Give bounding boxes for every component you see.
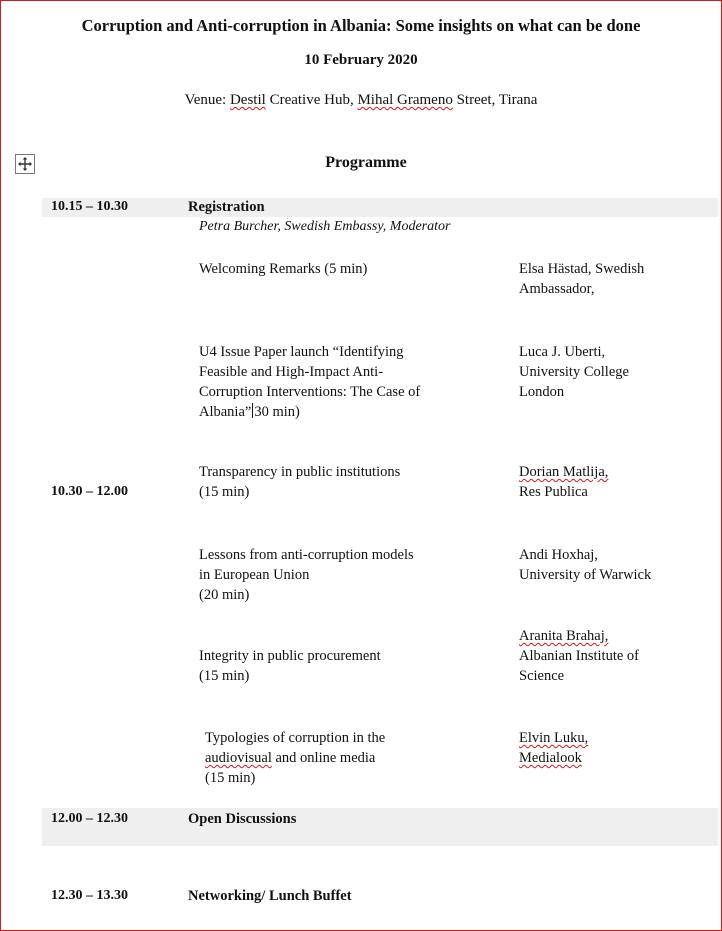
speaker-name-line: Elsa Hästad, Swedish [519,261,645,277]
speaker-matlija [519,462,608,502]
speaker-luku [519,728,588,768]
item-duration: (20 min) [199,587,250,603]
speaker-affiliation-line: London [519,384,565,400]
lunch-label: Networking/ Lunch Buffet [188,888,352,904]
programme-heading: Programme [325,154,407,171]
speaker-name-line: Aranita Brahaj, [519,628,609,644]
item-title-line [199,402,420,422]
speaker-name-line: Luca J. Uberti, [519,344,606,360]
agenda-item-procurement [199,646,381,686]
speaker-hoxhaj [519,545,651,585]
speaker-affiliation-line: Res Publica [519,484,588,500]
discussion-row [42,808,718,846]
speaker-affiliation-line: Medialook [519,750,582,766]
item-duration: 30 min) [254,404,300,420]
item-title-line: Feasible and High-Impact Anti- [199,364,384,380]
item-title-line: U4 Issue Paper launch “Identifying [199,344,404,360]
venue-suffix: Street, Tirana [452,92,538,108]
venue-prefix: Venue: [184,92,230,108]
item-duration: (15 min) [199,668,250,684]
item-title-line [205,748,385,768]
speaker-uberti [519,342,629,402]
registration-row [42,198,718,217]
main-session-time: 10.30 – 12.00 [51,484,128,499]
speaker-name-line: Dorian Matlija, [519,464,609,480]
discussion-time: 12.00 – 12.30 [51,811,128,826]
agenda-item-welcoming [199,259,367,279]
event-venue [0,92,722,109]
speaker-affiliation-line: Albanian Institute of [519,648,640,664]
item-title-fragment: and online media [271,750,376,766]
speaker-affiliation-line: University of Warwick [519,567,652,583]
lunch-time: 12.30 – 13.30 [51,888,128,903]
speaker-affiliation-line: University College [519,364,629,380]
event-date: 10 February 2020 [304,52,418,68]
speaker-name-line: Andi Hoxhaj, [519,547,598,563]
item-title-line: Welcoming Remarks (5 min) [199,261,368,277]
discussion-label: Open Discussions [188,811,297,827]
speaker-affiliation-line: Science [519,668,565,684]
moderator-line: Petra Burcher, Swedish Embassy, Moderator [199,219,451,234]
item-title-line: Lessons from anti-corruption models [199,547,414,563]
agenda-item-transparency [199,462,400,502]
item-title-line: Integrity in public procurement [199,648,381,664]
item-title-line: Corruption Interventions: The Case of [199,384,421,400]
item-duration: (15 min) [199,484,250,500]
venue-street: Mihal Grameno [357,92,453,108]
agenda-item-u4-launch [199,342,420,422]
item-title-line: in European Union [199,567,310,583]
document-title: Corruption and Anti-corruption in Albania: Some insights on what can be done [81,16,641,35]
agenda-item-eu-models [199,545,414,605]
agenda-item-media [205,728,385,788]
speaker-affiliation-line: Ambassador, [519,281,595,297]
item-title-fragment: Albania” [199,404,252,420]
speaker-hastad [519,259,644,299]
speaker-name-line: Elvin Luku, [519,730,589,746]
venue-middle: Creative Hub, [265,92,358,108]
item-title-fragment: audiovisual [205,750,272,766]
item-duration: (15 min) [205,770,256,786]
item-title-line: Transparency in public institutions [199,464,401,480]
speaker-brahaj [519,626,639,686]
registration-label: Registration [188,199,265,215]
venue-place: Destil [229,92,266,108]
registration-time: 10.15 – 10.30 [51,199,128,214]
item-title-line: Typologies of corruption in the [205,730,386,746]
